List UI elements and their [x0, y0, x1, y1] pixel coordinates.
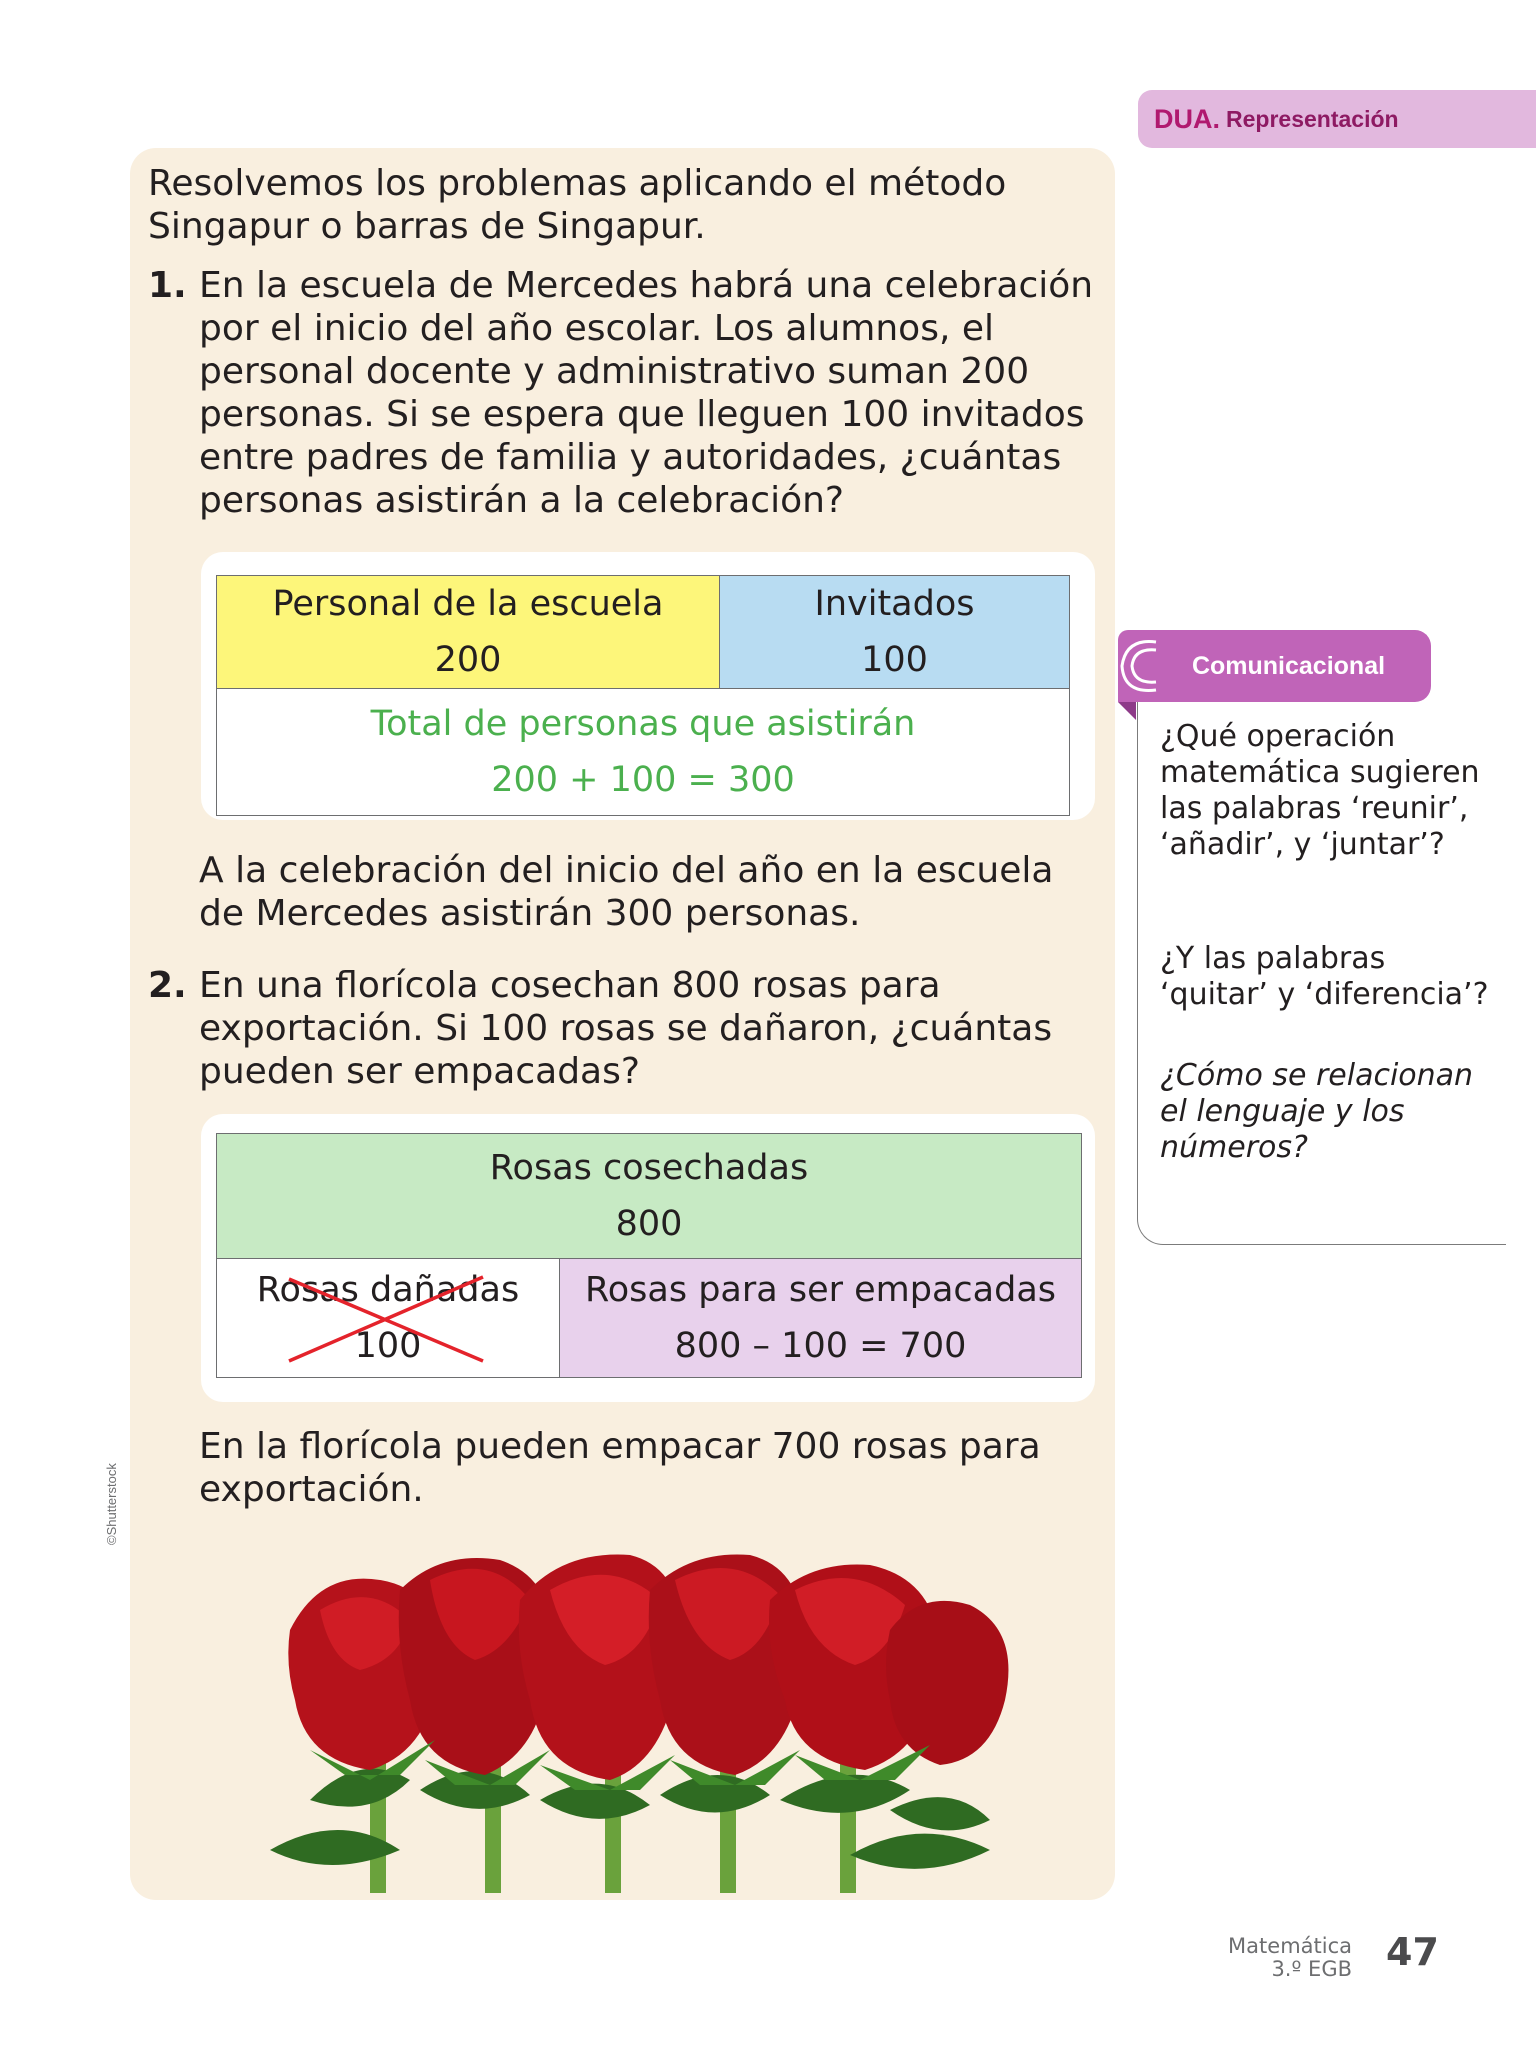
harvested-roses-cell	[217, 1134, 1082, 1259]
sidebar-question-2: ¿Y las palabras ‘quitar’ y ‘diferencia’?	[1160, 941, 1489, 1012]
packed-label: Rosas para ser empacadas	[585, 1270, 1056, 1310]
school-staff-cell	[217, 576, 720, 689]
packed-roses-cell	[560, 1259, 1082, 1378]
total-label: Total de personas que asistirán	[370, 704, 916, 744]
total-value: 200 + 100 = 300	[491, 760, 795, 800]
problem1-bar-model	[216, 575, 1070, 816]
damaged-roses-cell	[217, 1259, 560, 1378]
damaged-label: Rosas dañadas	[256, 1270, 520, 1310]
problem1-text: En la escuela de Mercedes habrá una celebración por el inicio del año escolar. Los alumnos, el personal docente y administrativo suman 200 personas. Si se espera que lleguen 100 invitados entre padres de familia y autoridades, ¿cuántas personas asistirán a la celebración?	[199, 265, 1094, 521]
cross-out-mark	[283, 1271, 489, 1367]
problem2-number: 2.	[148, 965, 187, 1006]
school-staff-label: Personal de la escuela	[272, 584, 664, 624]
guests-cell	[720, 576, 1070, 689]
sidebar-question-1: ¿Qué operación matemática sugieren las palabras ‘reunir’, ‘añadir’, y ‘juntar’?	[1160, 719, 1480, 862]
dua-header-tag	[1138, 90, 1536, 148]
problem1-answer: A la celebración del inicio del año en la escuela de Mercedes asistirán 300 personas.	[199, 850, 1054, 934]
sidebar-question-3: ¿Cómo se relacionan el lenguaje y los números?	[1160, 1058, 1474, 1165]
problem2-answer: En la florícola pueden empacar 700 rosas para exportación.	[199, 1426, 1041, 1510]
harvested-value: 800	[615, 1204, 683, 1244]
damaged-value: 100	[354, 1326, 422, 1366]
footer-grade: 3.º EGB	[1271, 1957, 1352, 1981]
dua-subtitle: Representación	[1226, 105, 1399, 132]
harvested-label: Rosas cosechadas	[489, 1148, 809, 1188]
problem2-text: En una florícola cosechan 800 rosas para exportación. Si 100 rosas se dañaron, ¿cuántas pueden ser empacadas?	[199, 965, 1053, 1092]
total-cell	[217, 689, 1070, 816]
comunicacional-c-icon	[1112, 628, 1168, 704]
tab-fold	[1118, 702, 1136, 720]
roses-photo	[250, 1550, 1030, 1893]
intro-text: Resolvemos los problemas aplicando el método Singapur o barras de Singapur.	[148, 163, 1007, 247]
problem2-bar-model	[216, 1133, 1082, 1378]
guests-value: 100	[861, 640, 928, 680]
dua-label: DUA.	[1154, 103, 1220, 134]
problem1-number: 1.	[148, 265, 187, 306]
photo-credit: ©Shutterstock	[104, 1463, 119, 1545]
page-number: 47	[1386, 1930, 1439, 1974]
guests-label: Invitados	[814, 584, 975, 624]
packed-value: 800 – 100 = 700	[674, 1326, 967, 1366]
school-staff-value: 200	[434, 640, 502, 680]
footer-subject: Matemática	[1228, 1934, 1352, 1958]
comunicacional-tab: Comunicacional	[1118, 630, 1431, 702]
